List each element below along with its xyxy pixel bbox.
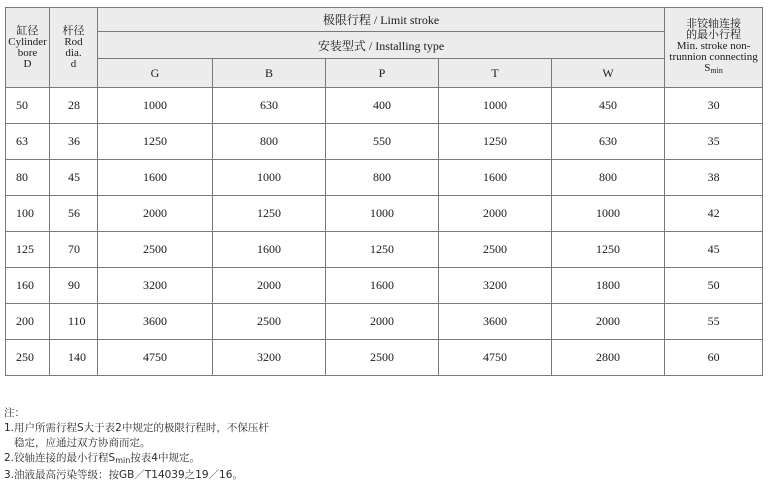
- limit-stroke-table: [5, 7, 763, 376]
- stroke-b-cell: 2500: [213, 304, 326, 340]
- stroke-t-cell: 2500: [439, 232, 552, 268]
- rod-cell: 90: [50, 268, 98, 304]
- stroke-p-cell: 2000: [326, 304, 439, 340]
- table-row: [6, 340, 763, 376]
- table-row: [6, 232, 763, 268]
- min-stroke-cell: 50: [665, 268, 763, 304]
- rod-cell: 110: [50, 304, 98, 340]
- stroke-b-cell: 630: [213, 88, 326, 124]
- stroke-b-cell: 2000: [213, 268, 326, 304]
- stroke-g-cell: 4750: [98, 340, 213, 376]
- stroke-w-cell: 2800: [552, 340, 665, 376]
- stroke-t-cell: 2000: [439, 196, 552, 232]
- stroke-t-cell: 1600: [439, 160, 552, 196]
- stroke-t-cell: 1000: [439, 88, 552, 124]
- notes: [4, 406, 364, 483]
- bore-cell: 125: [6, 232, 50, 268]
- min-stroke-cell: 42: [665, 196, 763, 232]
- limit-stroke-header: 极限行程 / Limit stroke: [98, 8, 665, 32]
- type-w-header: W: [552, 59, 665, 88]
- min-stroke-cell: 35: [665, 124, 763, 160]
- stroke-b-cell: 1600: [213, 232, 326, 268]
- type-t-header: T: [439, 59, 552, 88]
- min-stroke-cell: 55: [665, 304, 763, 340]
- table-row: [6, 304, 763, 340]
- min-stroke-cell: 30: [665, 88, 763, 124]
- rod-cell: 36: [50, 124, 98, 160]
- stroke-g-cell: 1250: [98, 124, 213, 160]
- note-3: 3.油液最高污染等级：按GB／T14039之19／16。: [4, 469, 243, 481]
- stroke-w-cell: 1250: [552, 232, 665, 268]
- stroke-b-cell: 800: [213, 124, 326, 160]
- bore-cell: 50: [6, 88, 50, 124]
- bore-cell: 63: [6, 124, 50, 160]
- stroke-w-cell: 450: [552, 88, 665, 124]
- stroke-w-cell: 2000: [552, 304, 665, 340]
- note-1-line-2: 稳定，应通过双方协商而定。: [14, 437, 151, 449]
- rod-cell: 140: [50, 340, 98, 376]
- stroke-t-cell: 3600: [439, 304, 552, 340]
- stroke-p-cell: 1000: [326, 196, 439, 232]
- bore-cell: 200: [6, 304, 50, 340]
- stroke-p-cell: 2500: [326, 340, 439, 376]
- stroke-g-cell: 1000: [98, 88, 213, 124]
- stroke-g-cell: 2500: [98, 232, 213, 268]
- stroke-w-cell: 800: [552, 160, 665, 196]
- stroke-w-cell: 630: [552, 124, 665, 160]
- stroke-t-cell: 3200: [439, 268, 552, 304]
- stroke-p-cell: 550: [326, 124, 439, 160]
- stroke-w-cell: 1800: [552, 268, 665, 304]
- type-b-header: B: [213, 59, 326, 88]
- installing-type-header: 安装型式 / Installing type: [98, 32, 665, 59]
- bore-cell: 160: [6, 268, 50, 304]
- stroke-g-cell: 3200: [98, 268, 213, 304]
- bore-header: 缸径 Cylinder bore D: [6, 8, 50, 88]
- type-p-header: P: [326, 59, 439, 88]
- table-row: [6, 88, 763, 124]
- stroke-t-cell: 1250: [439, 124, 552, 160]
- stroke-g-cell: 3600: [98, 304, 213, 340]
- type-g-header: G: [98, 59, 213, 88]
- bore-cell: 250: [6, 340, 50, 376]
- stroke-p-cell: 400: [326, 88, 439, 124]
- bore-cell: 80: [6, 160, 50, 196]
- stroke-b-cell: 3200: [213, 340, 326, 376]
- min-stroke-cell: 45: [665, 232, 763, 268]
- table-row: [6, 124, 763, 160]
- stroke-g-cell: 1600: [98, 160, 213, 196]
- rod-cell: 45: [50, 160, 98, 196]
- notes-title: 注：: [4, 407, 25, 419]
- rod-cell: 70: [50, 232, 98, 268]
- stroke-w-cell: 1000: [552, 196, 665, 232]
- rod-header: 杆径 Rod dia. d: [50, 8, 98, 88]
- stroke-t-cell: 4750: [439, 340, 552, 376]
- bore-cell: 100: [6, 196, 50, 232]
- min-stroke-header: 非铰轴连接 的最小行程 Min. stroke non- trunnion connecting $S_{min}$: [665, 8, 763, 88]
- min-stroke-cell: 60: [665, 340, 763, 376]
- stroke-p-cell: 1600: [326, 268, 439, 304]
- min-stroke-cell: 38: [665, 160, 763, 196]
- table-row: [6, 196, 763, 232]
- note-2: 2.铰轴连接的最小行程$S_{min}$按表4中规定。: [4, 452, 200, 465]
- table-row: [6, 160, 763, 196]
- stroke-g-cell: 2000: [98, 196, 213, 232]
- rod-cell: 56: [50, 196, 98, 232]
- stroke-b-cell: 1250: [213, 196, 326, 232]
- stroke-b-cell: 1000: [213, 160, 326, 196]
- stroke-p-cell: 800: [326, 160, 439, 196]
- stroke-p-cell: 1250: [326, 232, 439, 268]
- table-row: [6, 268, 763, 304]
- rod-cell: 28: [50, 88, 98, 124]
- note-1-line-1: 1.用户所需行程S大于表2中规定的极限行程时，不保压杆: [4, 422, 269, 434]
